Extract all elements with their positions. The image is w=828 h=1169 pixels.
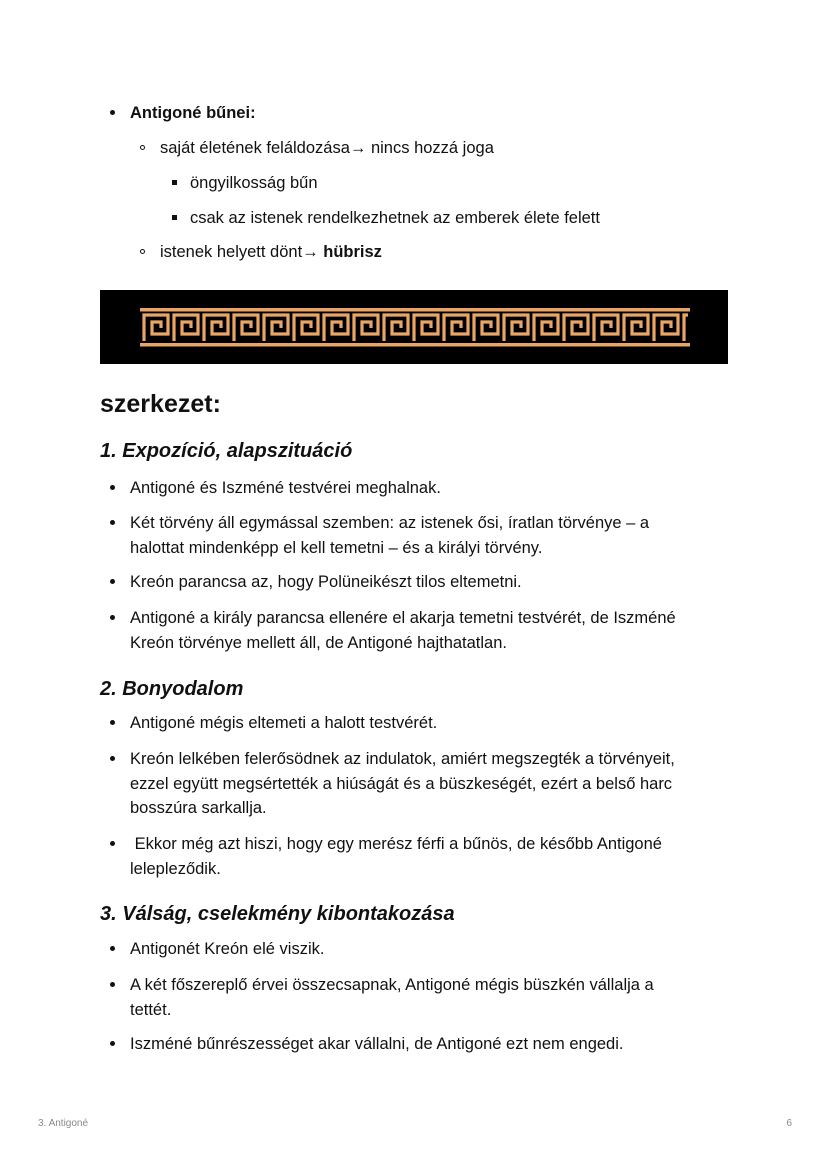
list-item-cont: lelepleződik. xyxy=(130,860,221,878)
list-item: Antigoné mégis eltemeti a halott testvérét. xyxy=(130,714,438,732)
bullet xyxy=(110,110,115,115)
list-item-text: istenek helyett dönt→ xyxy=(160,243,324,261)
list-item: Antigonét Kreón elé viszik. xyxy=(130,940,325,958)
bullet xyxy=(110,485,115,490)
bullet xyxy=(110,756,115,761)
list-item: Antigoné és Iszméné testvérei meghalnak. xyxy=(130,479,441,497)
bullet xyxy=(110,520,115,525)
list-item-cont: ezzel együtt megsértették a hiúságát és a büszkeségét, ezért a belső harc xyxy=(130,775,673,793)
bullet xyxy=(110,720,115,725)
list-item: saját életének feláldozása→ nincs hozzá joga xyxy=(160,139,494,157)
bullet xyxy=(110,982,115,987)
list-item-cont: Kreón törvénye mellett áll, de Antigoné hajthatatlan. xyxy=(130,634,507,652)
list-item: Ekkor még azt hiszi, hogy egy merész férfi a bűnös, de később Antigoné xyxy=(130,835,662,853)
section-title: 2. Bonyodalom xyxy=(100,678,244,700)
bullet xyxy=(110,615,115,620)
list-item: Iszméné bűnrészességet akar vállalni, de Antigoné ezt nem engedi. xyxy=(130,1035,624,1053)
section-title: 1. Expozíció, alapszituáció xyxy=(100,440,353,462)
bullet xyxy=(140,249,145,254)
list-item-cont: halottat mindenképp el kell temetni – és a királyi törvény. xyxy=(130,539,543,557)
bullet xyxy=(110,579,115,584)
bullet xyxy=(172,215,177,220)
list-item: öngyilkosság bűn xyxy=(190,174,318,192)
bullet xyxy=(110,1041,115,1046)
meander-banner xyxy=(100,290,728,364)
bullet xyxy=(110,946,115,951)
list-item-cont: tettét. xyxy=(130,1001,172,1019)
list-item xyxy=(160,241,382,263)
list-item: A két főszereplő érvei összecsapnak, Antigoné mégis büszkén vállalja a xyxy=(130,976,654,994)
list-item: Két törvény áll egymással szemben: az istenek ősi, íratlan törvénye – a xyxy=(130,514,650,532)
list-item-bold: hübrisz xyxy=(323,243,382,261)
list-item: Kreón parancsa az, hogy Polüneikészt tilos eltemetni. xyxy=(130,573,522,591)
page-number: 6 xyxy=(786,1118,792,1129)
bullet xyxy=(172,180,177,185)
section-title: 3. Válság, cselekmény kibontakozása xyxy=(100,903,455,925)
bullet xyxy=(110,841,115,846)
bullet xyxy=(140,145,145,150)
page-heading: szerkezet: xyxy=(100,390,221,418)
list-item: Antigoné a király parancsa ellenére el akarja temetni testvérét, de Iszméné xyxy=(130,609,676,627)
list-item: Kreón lelkében felerősödnek az indulatok, amiért megszegték a törvényeit, xyxy=(130,750,675,768)
list-item-cont: bosszúra sarkallja. xyxy=(130,799,267,817)
footer-title: 3. Antigoné xyxy=(38,1118,89,1129)
list-item: csak az istenek rendelkezhetnek az emberek élete felett xyxy=(190,209,600,227)
list-title: Antigoné bűnei: xyxy=(130,104,256,122)
meander-pattern xyxy=(100,290,728,364)
